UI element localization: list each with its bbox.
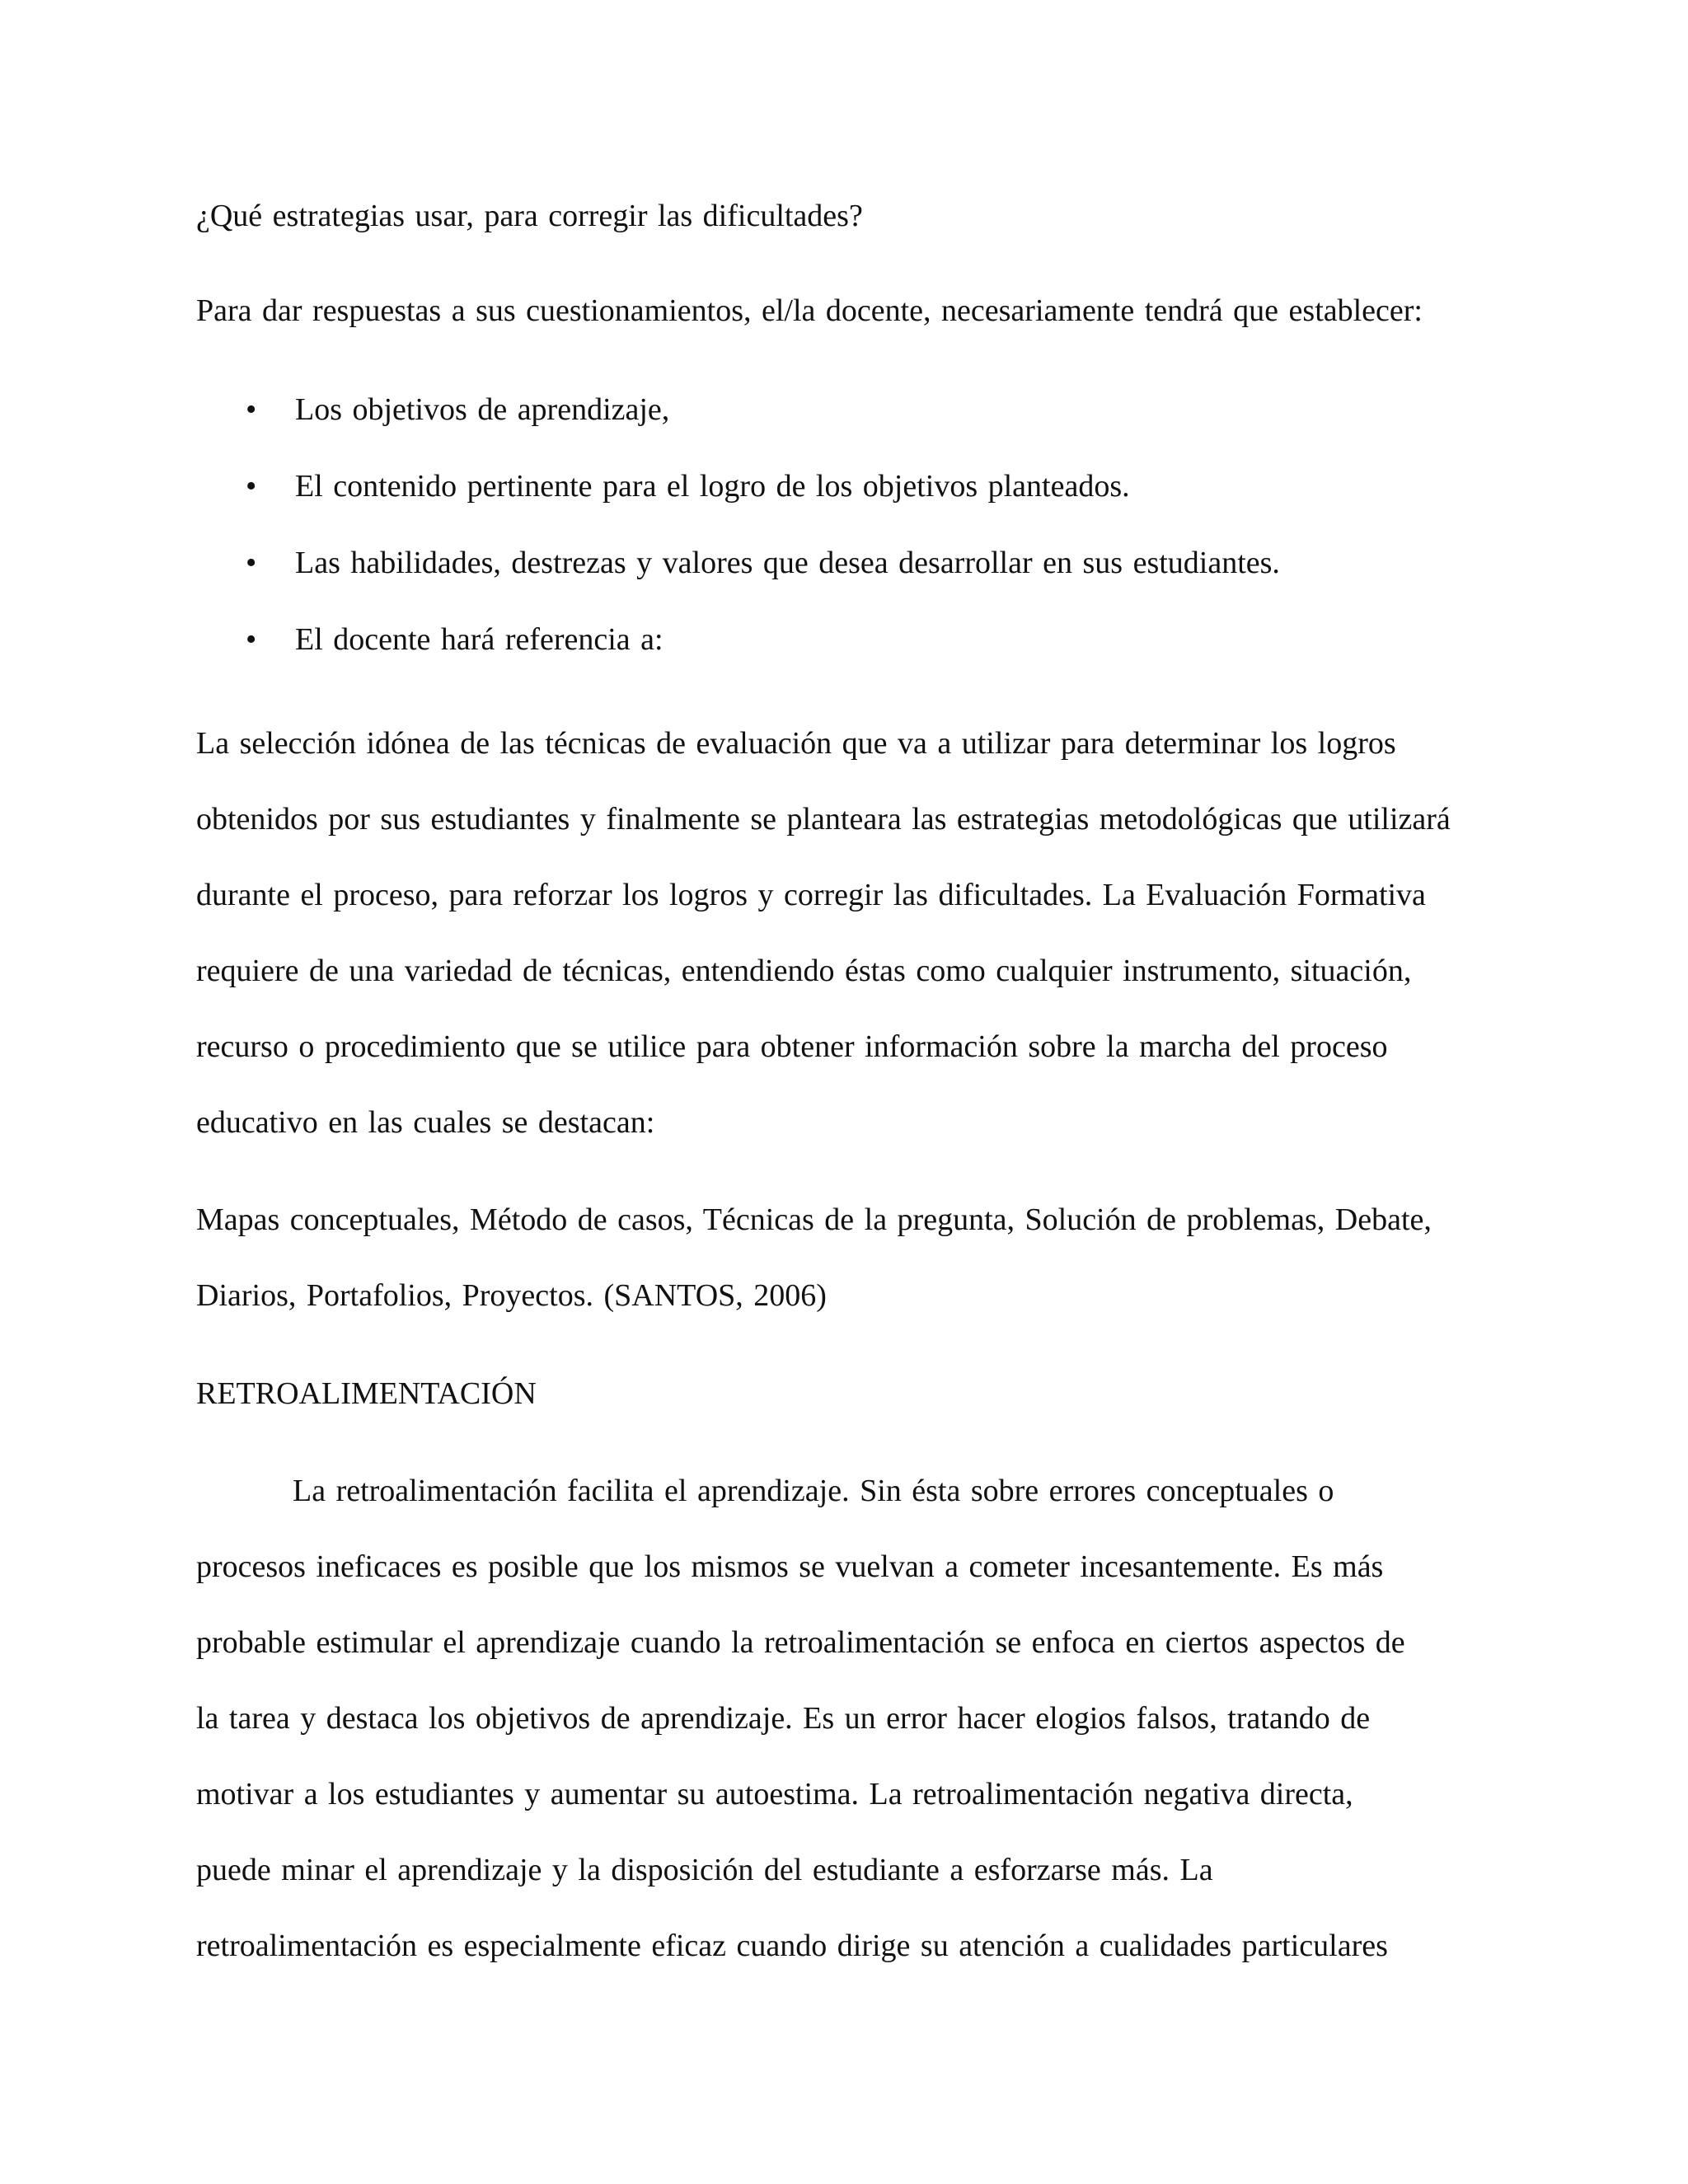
bullet-icon: • <box>246 546 257 580</box>
paragraph-line: Mapas conceptuales, Método de casos, Técnicas de la pregunta, Solución de problemas, Debate, <box>196 1202 1432 1237</box>
paragraph-line: retroalimentación es especialmente eficaz cuando dirige su atención a cualidades particulares <box>196 1929 1388 1963</box>
paragraph-line: obtenidos por sus estudiantes y finalmente se planteara las estrategias metodológicas que utilizará <box>196 802 1451 837</box>
paragraph-line: educativo en las cuales se destacan: <box>196 1105 655 1140</box>
list-item: Las habilidades, destrezas y valores que desea desarrollar en sus estudiantes. <box>295 546 1280 580</box>
section-heading: RETROALIMENTACIÓN <box>196 1376 537 1411</box>
bullet-icon: • <box>246 392 257 427</box>
paragraph-line: motivar a los estudiantes y aumentar su autoestima. La retroalimentación negativa directa, <box>196 1777 1353 1811</box>
list-item: El docente hará referencia a: <box>295 622 663 657</box>
paragraph-line: Diarios, Portafolios, Proyectos. (SANTOS, 2006) <box>196 1278 827 1313</box>
paragraph-line: recurso o procedimiento que se utilice para obtener información sobre la marcha del proceso <box>196 1029 1388 1064</box>
paragraph-line: la tarea y destaca los objetivos de aprendizaje. Es un error hacer elogios falsos, tratando de <box>196 1701 1371 1736</box>
paragraph-line: durante el proceso, para reforzar los logros y corregir las dificultades. La Evaluación Formativa <box>196 878 1426 912</box>
paragraph-line: probable estimular el aprendizaje cuando la retroalimentación se enfoca en ciertos aspectos de <box>196 1625 1405 1660</box>
bullet-icon: • <box>246 469 257 504</box>
intro-line: Para dar respuestas a sus cuestionamientos, el/la docente, necesariamente tendrá que establecer: <box>196 293 1423 328</box>
list-item: Los objetivos de aprendizaje, <box>295 392 670 427</box>
question-line: ¿Qué estrategias usar, para corregir las dificultades? <box>196 199 863 233</box>
paragraph-line: requiere de una variedad de técnicas, entendiendo éstas como cualquier instrumento, situación, <box>196 954 1412 988</box>
bullet-icon: • <box>246 622 257 657</box>
list-item: El contenido pertinente para el logro de los objetivos planteados. <box>295 469 1130 504</box>
paragraph-line: puede minar el aprendizaje y la disposición del estudiante a esforzarse más. La <box>196 1853 1213 1887</box>
paragraph-line: La retroalimentación facilita el aprendizaje. Sin ésta sobre errores conceptuales o <box>293 1474 1334 1508</box>
paragraph-line: procesos ineficaces es posible que los mismos se vuelvan a cometer incesantemente. Es más <box>196 1549 1384 1584</box>
paragraph-line: La selección idónea de las técnicas de evaluación que va a utilizar para determinar los logros <box>196 726 1396 761</box>
